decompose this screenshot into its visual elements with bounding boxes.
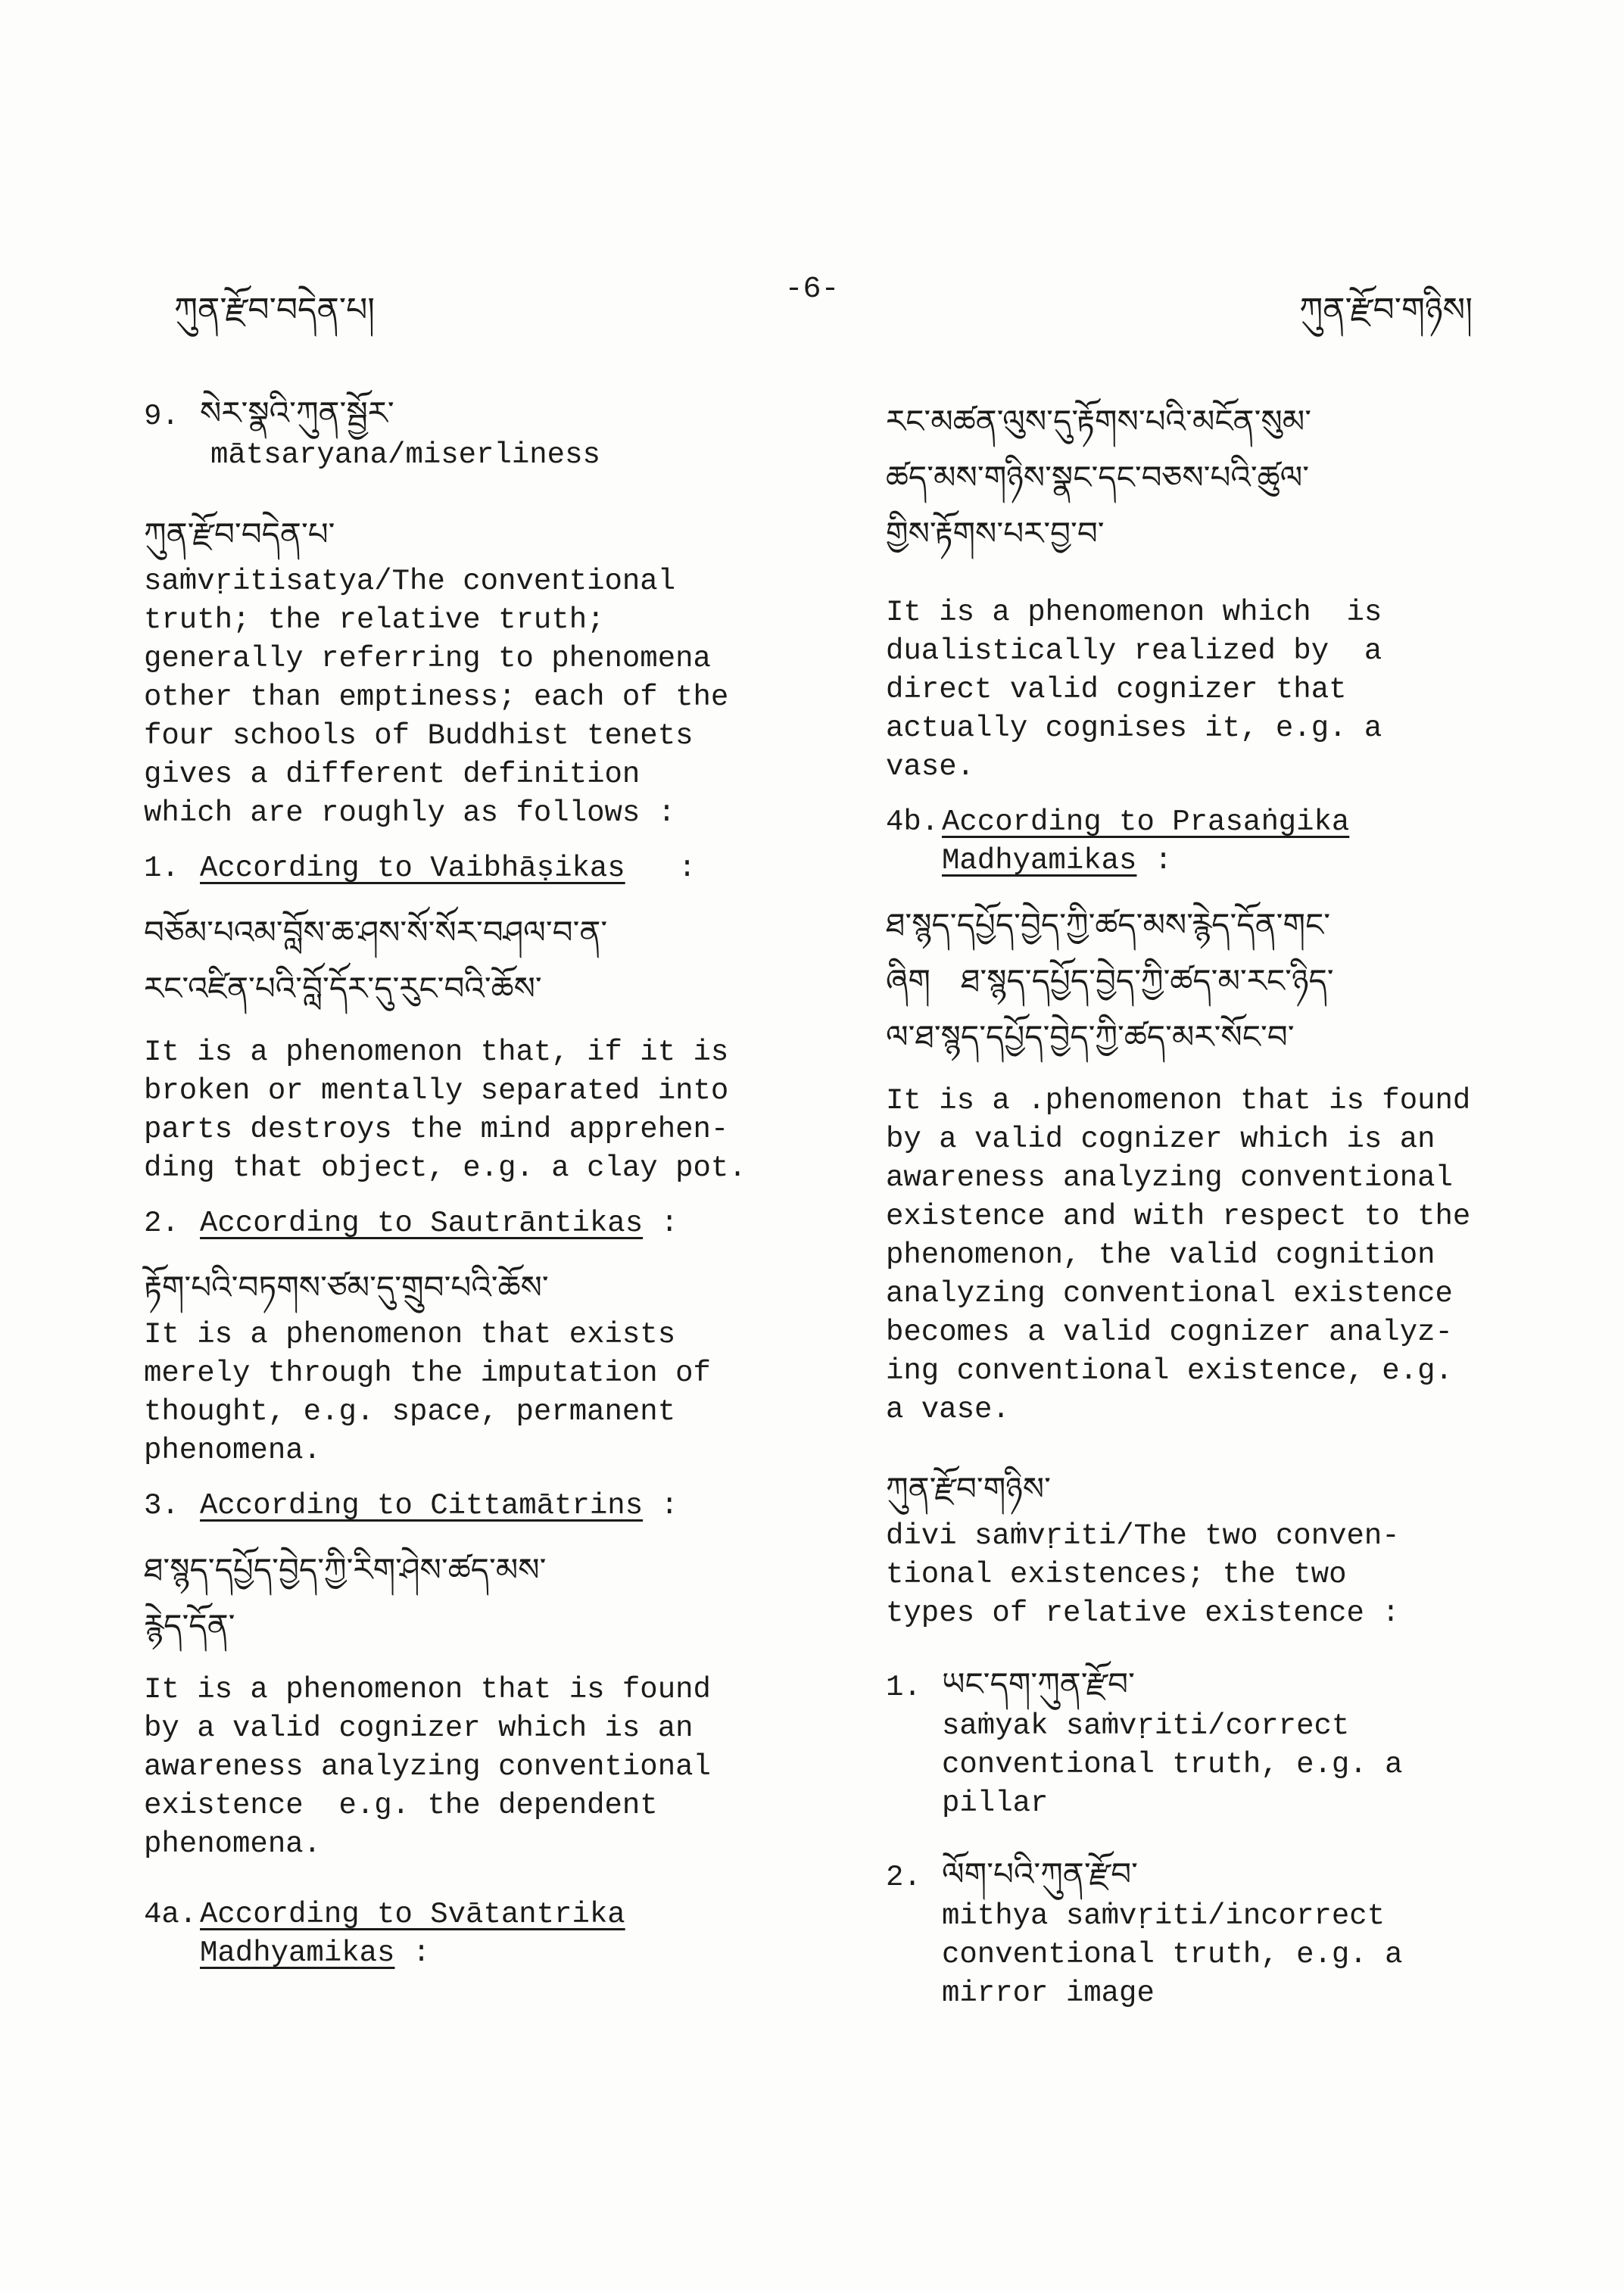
tibetan-definition: གྱིས་རྟོགས་པར་བྱ་བ་ bbox=[886, 515, 1105, 552]
right-column bbox=[886, 394, 1529, 2013]
definition-line: existence and with respect to the bbox=[886, 1200, 1471, 1233]
tibetan-term: ཀུན་རྫོབ་གཉིས་ bbox=[886, 1470, 1051, 1507]
tibetan-term: ཀུན་རྫོབ་བདེན་པ་ bbox=[144, 516, 335, 553]
header-right-title: ཀུན་རྫོབ་གཉིས། bbox=[1299, 291, 1473, 329]
definition-line: thought, e.g. space, permanent bbox=[144, 1395, 676, 1428]
section-heading: According to Prasaṅgika bbox=[942, 805, 1350, 839]
definition-line: becomes a valid cognizer analyz- bbox=[886, 1316, 1453, 1349]
section-prasangika bbox=[886, 803, 1529, 1429]
definition-line: conventional truth, e.g. a bbox=[942, 1938, 1403, 1971]
section-heading-continued: Madhyamikas bbox=[942, 844, 1137, 877]
definition-line: ing conventional existence, e.g. bbox=[886, 1354, 1453, 1388]
entry-number: 2. bbox=[886, 1861, 921, 1894]
definition-line: by a valid cognizer which is an bbox=[886, 1123, 1435, 1156]
definition-line: which are roughly as follows : bbox=[144, 796, 676, 830]
section-cittamatrins bbox=[144, 1487, 810, 1864]
definition-line: generally referring to phenomena bbox=[144, 642, 711, 675]
definition-line: direct valid cognizer that bbox=[886, 673, 1347, 706]
definition-line: awareness analyzing conventional bbox=[144, 1750, 711, 1784]
left-column bbox=[144, 394, 810, 1973]
tibetan-definition: ཐ་སྙད་དཔྱོད་བྱེད་ཀྱི་རིག་ཤེས་ཚད་མས་ bbox=[144, 1551, 547, 1588]
section-number: 4b. bbox=[886, 805, 940, 839]
entry-two-truths bbox=[886, 1461, 1529, 1633]
definition-line: mirror image bbox=[942, 1977, 1155, 2010]
heading-colon: : bbox=[394, 1936, 431, 1970]
entry-samvriti-satya bbox=[144, 506, 810, 833]
section-number: 3. bbox=[144, 1489, 179, 1522]
tibetan-term: ཡང་དག་ཀུན་རྫོབ་ bbox=[942, 1665, 1135, 1703]
definition-line: tional existences; the two bbox=[886, 1558, 1347, 1591]
tibetan-term: སེར་སྣའི་ཀུན་སྦྱོར་ bbox=[200, 394, 394, 431]
section-heading: According to Vaibhāṣikas bbox=[200, 852, 625, 885]
section-svatantrika bbox=[144, 1896, 810, 1973]
section-heading-continued: Madhyamikas bbox=[200, 1936, 395, 1970]
definition-line: parts destroys the mind apprehen- bbox=[144, 1113, 729, 1146]
heading-colon: : bbox=[643, 1489, 678, 1522]
definition-line: gives a different definition bbox=[144, 758, 641, 791]
definition-line: conventional truth, e.g. a bbox=[942, 1748, 1403, 1781]
tibetan-definition: རྟོག་པའི་བཏགས་ཙམ་དུ་གྲུབ་པའི་ཆོས་ bbox=[144, 1269, 549, 1306]
section-heading: According to Cittamātrins bbox=[200, 1489, 644, 1522]
definition-line: pillar bbox=[942, 1787, 1049, 1820]
section-number: 1. bbox=[144, 852, 179, 885]
definition-line: It is a phenomenon that is found bbox=[144, 1673, 711, 1706]
definition-line: awareness analyzing conventional bbox=[886, 1161, 1453, 1195]
tibetan-definition: ཐ་སྙད་དཔྱོད་བྱེད་ཀྱི་ཚད་མས་རྙེད་དོན་གང་ bbox=[886, 906, 1331, 943]
definition-line: vase. bbox=[886, 750, 975, 784]
definition-line: mithya saṁvṛiti/incorrect bbox=[942, 1899, 1386, 1933]
definition-line: a vase. bbox=[886, 1393, 1010, 1426]
entry-number: 1. bbox=[886, 1671, 921, 1704]
header-left-title: ཀུན་རྫོབ་བདེན་པ། bbox=[174, 291, 376, 329]
tibetan-definition: རང་མཚན་ལུས་དུ་རྟོགས་པའི་མངོན་སུམ་ bbox=[886, 403, 1312, 440]
page-number: -6- bbox=[784, 273, 840, 307]
definition-line: saṁyak saṁvṛiti/correct bbox=[942, 1709, 1350, 1743]
entry-number: 9. bbox=[144, 400, 179, 433]
gloss: mātsaryana/miserliness bbox=[210, 438, 600, 472]
entry-9 bbox=[144, 394, 810, 475]
definition-line: saṁvṛitisatya/The conventional bbox=[144, 565, 676, 598]
tibetan-definition: ཚད་མས་གཉིས་སྣང་དང་བཅས་པའི་ཚུལ་ bbox=[886, 459, 1310, 496]
definition-line: other than emptiness; each of the bbox=[144, 681, 729, 714]
heading-colon: : bbox=[1136, 844, 1173, 877]
section-sautrantikas bbox=[144, 1204, 810, 1470]
definition-line: divi saṁvṛiti/The two conven- bbox=[886, 1519, 1400, 1553]
tibetan-term: ལོག་པའི་ཀུན་རྫོབ་ bbox=[942, 1855, 1138, 1893]
section-number: 4a. bbox=[144, 1898, 198, 1931]
definition-line: It is a phenomenon that, if it is bbox=[144, 1036, 729, 1069]
definition-line: four schools of Buddhist tenets bbox=[144, 719, 694, 752]
definition-line: phenomena. bbox=[144, 1827, 322, 1861]
definition-line: phenomena. bbox=[144, 1434, 322, 1467]
definition-line: existence e.g. the dependent bbox=[144, 1789, 658, 1822]
svatantrika-definition bbox=[886, 394, 1529, 787]
tibetan-definition: རང་འཛིན་པའི་བློ་དོར་དུ་རུང་བའི་ཆོས་ bbox=[144, 970, 542, 1007]
definition-line: phenomenon, the valid cognition bbox=[886, 1238, 1435, 1272]
definition-line: It is a phenomenon that exists bbox=[144, 1318, 676, 1351]
entry-incorrect-truth bbox=[886, 1855, 1529, 2013]
definition-line: actually cognises it, e.g. a bbox=[886, 712, 1382, 745]
definition-line: dualistically realized by a bbox=[886, 634, 1382, 668]
definition-line: types of relative existence : bbox=[886, 1597, 1400, 1630]
tibetan-definition: རྙེད་དོན་ bbox=[144, 1607, 235, 1644]
tibetan-definition: ཞིག ཐ་སྙད་དཔྱོད་བྱེད་ཀྱི་ཚད་མ་རང་ཉིད་ bbox=[886, 962, 1334, 999]
definition-line: analyzing conventional existence bbox=[886, 1277, 1453, 1310]
tibetan-definition: བཅོམ་པའམ་བློས་ཆ་ཤས་སོ་སོར་བཤལ་བ་ན་ bbox=[144, 914, 608, 951]
definition-line: by a valid cognizer which is an bbox=[144, 1712, 694, 1745]
section-vaibhasikas bbox=[144, 849, 810, 1188]
definition-line: ding that object, e.g. a clay pot. bbox=[144, 1151, 747, 1185]
section-number: 2. bbox=[144, 1207, 179, 1240]
tibetan-definition: ལ་ཐ་སྙད་དཔྱོད་བྱེད་ཀྱི་ཚད་མར་སོང་བ་ bbox=[886, 1018, 1295, 1055]
definition-line: It is a .phenomenon that is found bbox=[886, 1084, 1471, 1117]
heading-colon: : bbox=[625, 852, 697, 885]
definition-line: broken or mentally separated into bbox=[144, 1074, 729, 1108]
section-heading: According to Sautrāntikas bbox=[200, 1207, 644, 1240]
section-heading: According to Svātantrika bbox=[200, 1898, 625, 1931]
heading-colon: : bbox=[643, 1207, 678, 1240]
definition-line: merely through the imputation of bbox=[144, 1357, 711, 1390]
definition-line: truth; the relative truth; bbox=[144, 603, 605, 637]
definition-line: It is a phenomenon which is bbox=[886, 596, 1382, 629]
entry-correct-truth bbox=[886, 1665, 1529, 1823]
